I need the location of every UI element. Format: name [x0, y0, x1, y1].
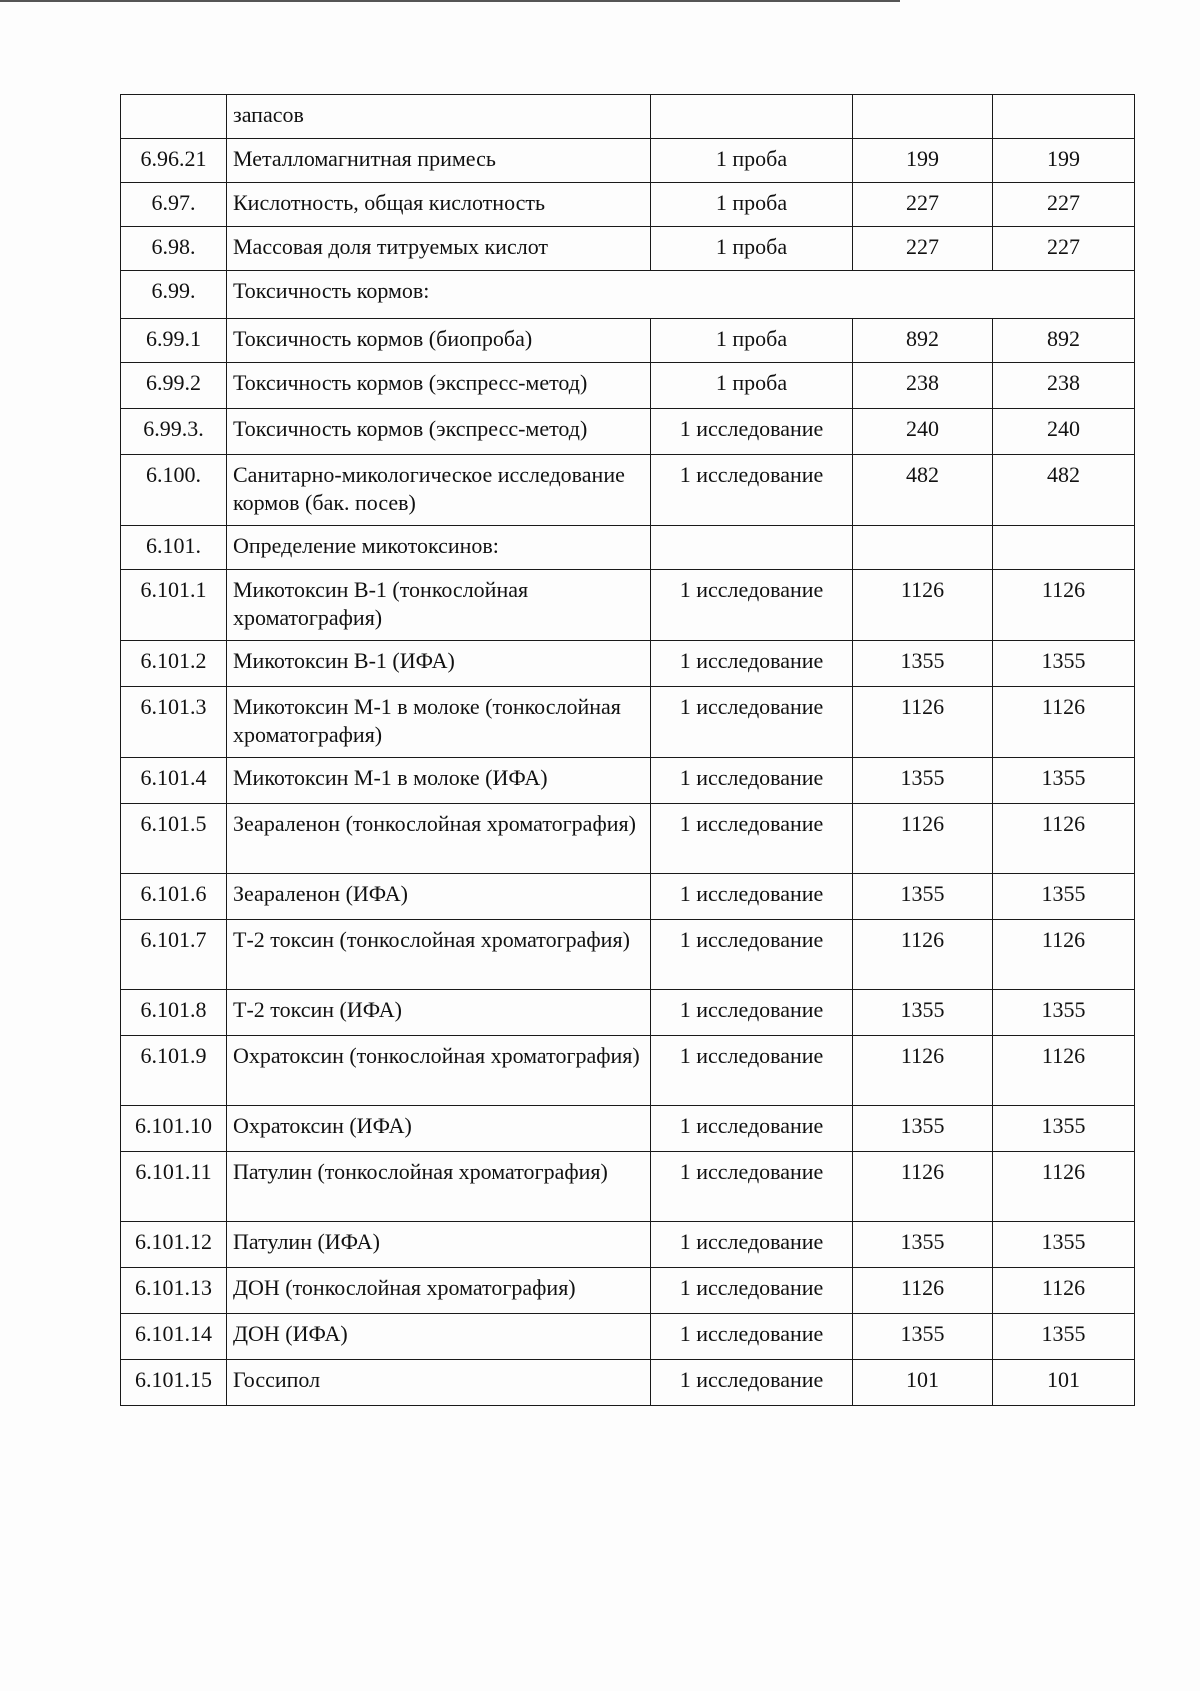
table-row [121, 990, 1135, 1036]
table-row [121, 183, 1135, 227]
cell-p2: 1126 [993, 687, 1135, 758]
cell-name: Зеараленон (тонкослойная хроматография) [227, 804, 651, 874]
table-row [121, 455, 1135, 526]
scan-edge-line [0, 0, 900, 2]
cell-p1: 1126 [853, 687, 993, 758]
cell-p2: 1126 [993, 920, 1135, 990]
cell-num: 6.101.5 [121, 804, 227, 874]
cell-p2: 1126 [993, 1268, 1135, 1314]
cell-p1: 1126 [853, 804, 993, 874]
cell-p2: 101 [993, 1360, 1135, 1406]
table-row [121, 920, 1135, 990]
cell-name: Микотоксин В-1 (тонкослойная хроматография) [227, 570, 651, 641]
cell-unit: 1 проба [651, 227, 853, 271]
cell-unit: 1 исследование [651, 758, 853, 804]
table-row [121, 1036, 1135, 1106]
table-row [121, 271, 1135, 319]
cell-num: 6.101.9 [121, 1036, 227, 1106]
cell-num: 6.101.1 [121, 570, 227, 641]
cell-p2 [993, 526, 1135, 570]
cell-name: Зеараленон (ИФА) [227, 874, 651, 920]
cell-num: 6.101.4 [121, 758, 227, 804]
table-row [121, 1222, 1135, 1268]
cell-p1: 1355 [853, 990, 993, 1036]
cell-p2: 199 [993, 139, 1135, 183]
cell-num: 6.99.3. [121, 409, 227, 455]
cell-p2: 227 [993, 183, 1135, 227]
cell-p1 [853, 95, 993, 139]
cell-num: 6.99.2 [121, 363, 227, 409]
cell-p2: 238 [993, 363, 1135, 409]
cell-name: Т-2 токсин (тонкослойная хроматография) [227, 920, 651, 990]
cell-p1: 1126 [853, 920, 993, 990]
cell-p2: 1126 [993, 1036, 1135, 1106]
cell-num: 6.101.3 [121, 687, 227, 758]
table-row [121, 319, 1135, 363]
cell-p2 [993, 95, 1135, 139]
cell-p1: 482 [853, 455, 993, 526]
cell-unit: 1 исследование [651, 1222, 853, 1268]
cell-p2: 482 [993, 455, 1135, 526]
cell-num: 6.99.1 [121, 319, 227, 363]
cell-name: ДОН (ИФА) [227, 1314, 651, 1360]
cell-name: Токсичность кормов (экспресс-метод) [227, 363, 651, 409]
cell-name: Санитарно-микологическое исследование кормов (бак. посев) [227, 455, 651, 526]
cell-p1: 227 [853, 227, 993, 271]
table-row [121, 874, 1135, 920]
cell-p1: 1355 [853, 874, 993, 920]
cell-p2: 1355 [993, 641, 1135, 687]
cell-unit [651, 95, 853, 139]
table-row [121, 570, 1135, 641]
cell-name: Массовая доля титруемых кислот [227, 227, 651, 271]
cell-p2: 1355 [993, 874, 1135, 920]
cell-p2: 892 [993, 319, 1135, 363]
cell-name: Микотоксин М-1 в молоке (тонкослойная хроматография) [227, 687, 651, 758]
cell-p2: 240 [993, 409, 1135, 455]
cell-p2: 1355 [993, 1222, 1135, 1268]
table-row [121, 526, 1135, 570]
cell-p1: 1126 [853, 1268, 993, 1314]
table-row [121, 409, 1135, 455]
cell-p2: 1126 [993, 1152, 1135, 1222]
price-table [120, 94, 1135, 1406]
table-row [121, 687, 1135, 758]
table-row [121, 641, 1135, 687]
cell-num [121, 95, 227, 139]
cell-p1: 227 [853, 183, 993, 227]
cell-unit [651, 526, 853, 570]
cell-unit: 1 исследование [651, 409, 853, 455]
cell-unit: 1 исследование [651, 1360, 853, 1406]
cell-p1: 1355 [853, 641, 993, 687]
cell-p1: 240 [853, 409, 993, 455]
cell-name: Токсичность кормов (биопроба) [227, 319, 651, 363]
cell-num: 6.101.7 [121, 920, 227, 990]
cell-unit: 1 проба [651, 183, 853, 227]
cell-num: 6.98. [121, 227, 227, 271]
table-row [121, 95, 1135, 139]
cell-name: Охратоксин (ИФА) [227, 1106, 651, 1152]
cell-name: Металломагнитная примесь [227, 139, 651, 183]
cell-num: 6.101.14 [121, 1314, 227, 1360]
cell-unit: 1 проба [651, 319, 853, 363]
cell-name: Микотоксин В-1 (ИФА) [227, 641, 651, 687]
cell-p2: 227 [993, 227, 1135, 271]
table-row [121, 1106, 1135, 1152]
table-row [121, 363, 1135, 409]
cell-name: Т-2 токсин (ИФА) [227, 990, 651, 1036]
cell-unit: 1 проба [651, 139, 853, 183]
cell-p1 [853, 526, 993, 570]
cell-num: 6.101.13 [121, 1268, 227, 1314]
cell-p1: 892 [853, 319, 993, 363]
cell-num: 6.101.12 [121, 1222, 227, 1268]
table-row [121, 804, 1135, 874]
cell-p2: 1126 [993, 804, 1135, 874]
cell-p2: 1355 [993, 1314, 1135, 1360]
table-row [121, 227, 1135, 271]
cell-unit: 1 исследование [651, 1152, 853, 1222]
cell-p1: 1126 [853, 1152, 993, 1222]
cell-name: Охратоксин (тонкослойная хроматография) [227, 1036, 651, 1106]
table-row [121, 758, 1135, 804]
cell-unit: 1 исследование [651, 1268, 853, 1314]
cell-p1: 199 [853, 139, 993, 183]
cell-p1: 1355 [853, 1106, 993, 1152]
cell-p1: 1355 [853, 1314, 993, 1360]
table-row [121, 1152, 1135, 1222]
cell-num: 6.99. [121, 271, 227, 319]
cell-name: Токсичность кормов (экспресс-метод) [227, 409, 651, 455]
cell-p2: 1355 [993, 990, 1135, 1036]
cell-name: Определение микотоксинов: [227, 526, 651, 570]
cell-p1: 1355 [853, 1222, 993, 1268]
cell-name: Госсипол [227, 1360, 651, 1406]
cell-num: 6.96.21 [121, 139, 227, 183]
cell-name: Микотоксин М-1 в молоке (ИФА) [227, 758, 651, 804]
cell-name: запасов [227, 95, 651, 139]
cell-num: 6.101.6 [121, 874, 227, 920]
cell-num: 6.101.8 [121, 990, 227, 1036]
cell-unit: 1 исследование [651, 641, 853, 687]
cell-num: 6.101.11 [121, 1152, 227, 1222]
cell-num: 6.100. [121, 455, 227, 526]
cell-unit: 1 исследование [651, 1106, 853, 1152]
cell-name: Патулин (тонкослойная хроматография) [227, 1152, 651, 1222]
cell-name: Патулин (ИФА) [227, 1222, 651, 1268]
table-row [121, 1314, 1135, 1360]
cell-p1: 1355 [853, 758, 993, 804]
cell-p1: 1126 [853, 1036, 993, 1106]
cell-name: ДОН (тонкослойная хроматография) [227, 1268, 651, 1314]
cell-unit: 1 исследование [651, 920, 853, 990]
cell-num: 6.101.10 [121, 1106, 227, 1152]
cell-p2: 1355 [993, 1106, 1135, 1152]
cell-name: Токсичность кормов: [227, 271, 1135, 319]
cell-p1: 101 [853, 1360, 993, 1406]
cell-p2: 1126 [993, 570, 1135, 641]
cell-num: 6.101.2 [121, 641, 227, 687]
cell-unit: 1 проба [651, 363, 853, 409]
cell-unit: 1 исследование [651, 455, 853, 526]
cell-num: 6.101.15 [121, 1360, 227, 1406]
cell-p1: 238 [853, 363, 993, 409]
cell-unit: 1 исследование [651, 1314, 853, 1360]
cell-unit: 1 исследование [651, 687, 853, 758]
cell-unit: 1 исследование [651, 570, 853, 641]
cell-num: 6.97. [121, 183, 227, 227]
cell-num: 6.101. [121, 526, 227, 570]
table-row [121, 1268, 1135, 1314]
cell-name: Кислотность, общая кислотность [227, 183, 651, 227]
cell-unit: 1 исследование [651, 990, 853, 1036]
price-table-body [121, 95, 1135, 1406]
cell-unit: 1 исследование [651, 874, 853, 920]
cell-p1: 1126 [853, 570, 993, 641]
cell-unit: 1 исследование [651, 1036, 853, 1106]
table-row [121, 139, 1135, 183]
cell-p2: 1355 [993, 758, 1135, 804]
cell-unit: 1 исследование [651, 804, 853, 874]
table-row [121, 1360, 1135, 1406]
